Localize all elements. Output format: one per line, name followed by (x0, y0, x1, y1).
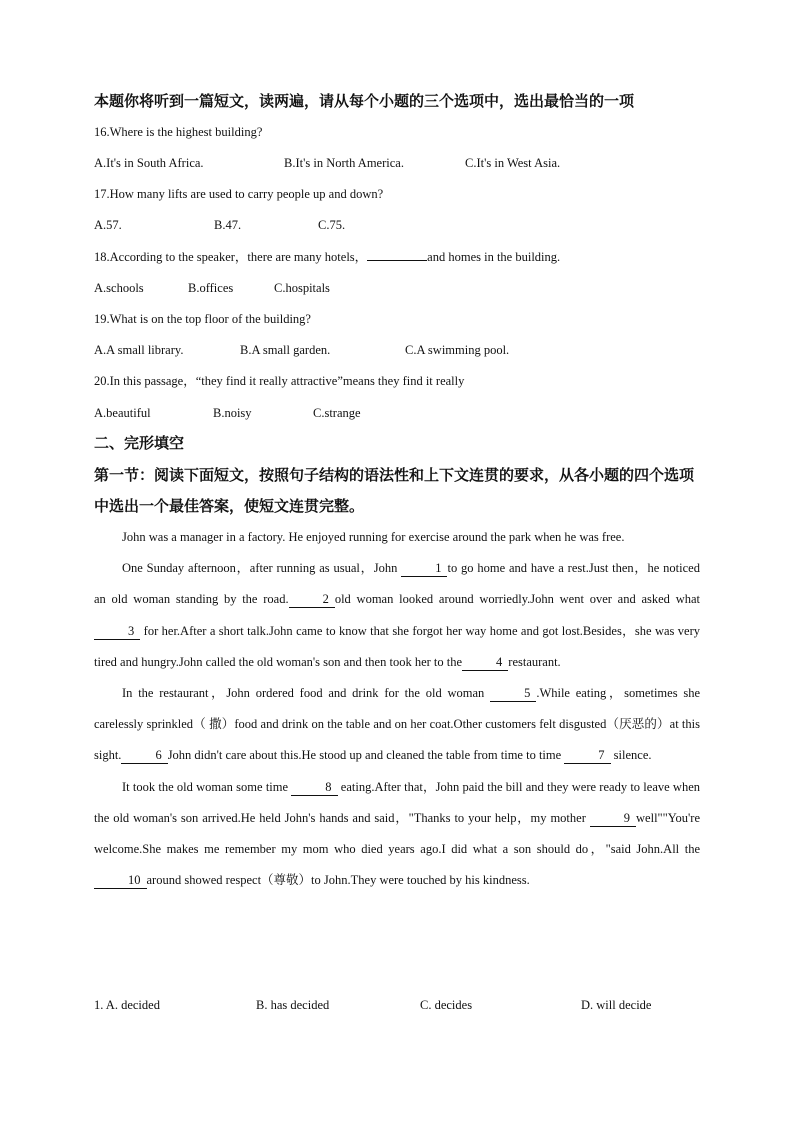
option-a: A.beautiful (94, 406, 151, 420)
option-b: B.47. (214, 218, 242, 232)
option-b: B.noisy (213, 406, 252, 420)
cloze-blank-1: 1 (401, 561, 447, 577)
option-a: A.57. (94, 218, 122, 232)
option-a: A.schools (94, 281, 144, 295)
question-18-stem (94, 248, 560, 266)
question-17-stem: 17.How many lifts are used to carry people up and down? (94, 187, 384, 201)
option-b: B.A small garden. (240, 343, 331, 357)
cloze-blank-10: 10 (94, 873, 147, 889)
option-c: C.It's in West Asia. (465, 156, 561, 170)
cloze-passage (94, 522, 700, 896)
cloze-blank-3: 3 (94, 624, 140, 640)
cloze-blank-7: 7 (564, 748, 610, 764)
question-18-stem-post: and homes in the building. (427, 250, 561, 264)
cloze-blank-4: 4 (462, 655, 508, 671)
question-20-stem: 20.In this passage，“they find it really attractive”means they find it really (94, 374, 465, 388)
question-18-stem-pre: 18.According to the speaker，there are many hotels， (94, 250, 368, 264)
cloze-blank-6: 6 (121, 748, 167, 764)
passage-paragraph-2: One Sunday afternoon，after running as usual，John 1 to go home and have a rest.Just then，he noticed an old woman standing by the road. 2 old woman looked around worriedly.John went over and asked what 3 for her.After a short talk.John came to know that she forgot her way home and got lost.Besides，she was very tired and hungry.John called the old woman's son and then took her to the 4 restaurant. (94, 561, 700, 669)
passage-paragraph-3: In the restaurant，John ordered food and drink for the old woman 5 .While eating，sometimes she carelessly sprinkled（ 撒）food and drink on the table and on her coat.Other customers felt disgusted（厌恶的）at this sight. 6 John didn't care about this.He stood up and cleaned the table from time to time 7 silence. (94, 686, 701, 763)
option-c: C.A swimming pool. (405, 343, 510, 357)
option-b: B.It's in North America. (284, 156, 404, 170)
passage-paragraph-1: John was a manager in a factory. He enjoyed running for exercise around the park when he was free. (122, 530, 625, 544)
option-a: A.A small library. (94, 343, 184, 357)
option-d: D. will decide (581, 998, 652, 1012)
section-instruction: 第一节：阅读下面短文，按照句子结构的语法性和上下文连贯的要求，从各小题的四个选项中选出一个最佳答案，使短文连贯完整。 (94, 466, 695, 515)
cloze-blank-9: 9 (590, 811, 636, 827)
question-19-stem: 19.What is on the top floor of the building? (94, 312, 311, 326)
option-a: A.It's in South Africa. (94, 156, 204, 170)
option-a: 1. A. decided (94, 998, 160, 1012)
answer-blank (367, 260, 427, 261)
option-b: B. has decided (256, 998, 330, 1012)
cloze-blank-5: 5 (490, 686, 536, 702)
cloze-blank-2: 2 (289, 592, 335, 608)
option-b: B.offices (188, 281, 234, 295)
passage-paragraph-4: It took the old woman some time 8 eating.After that，John paid the bill and they were ready to leave when the old woman's son arrived.He held John's hands and said，"Thanks to your help，my mother 9 well""You're welcome.She makes me remember my mom who died years ago.I did what a son should do，"said John.All the 10 around showed respect（尊敬）to John.They were touched by his kindness. (94, 779, 700, 888)
listening-instruction: 本题你将听到一篇短文，读两遍，请从每个小题的三个选项中，选出最恰当的一项 (94, 92, 635, 110)
option-c: C. decides (420, 998, 473, 1012)
option-c: C.75. (318, 218, 346, 232)
cloze-blank-8: 8 (291, 780, 337, 796)
question-16-stem: 16.Where is the highest building? (94, 125, 263, 139)
section-title: 二、完形填空 (94, 434, 185, 452)
option-c: C.hospitals (274, 281, 330, 295)
option-c: C.strange (313, 406, 361, 420)
